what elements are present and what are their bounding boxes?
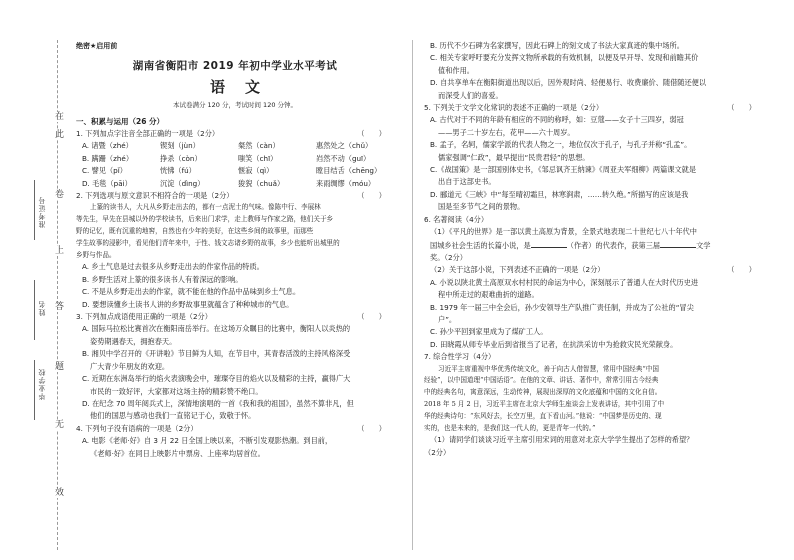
- option-line: A. 乡土气息是过去很多从乡野走出去的作家作品的特质。: [82, 262, 264, 272]
- option-line: C. 孙少平回到家里成为了煤矿工人。: [430, 327, 548, 337]
- question-4: [76, 423, 394, 435]
- option-line: B. 孟子，名轲，儒家学派的代表人物之一，地位仅次于孔子，与孔子并称“孔孟”。: [430, 140, 692, 150]
- exam-note: 本试卷满分 120 分，考试时间 120 分钟。: [172, 101, 298, 110]
- subject-title: 语文: [209, 77, 280, 96]
- passage-line: 经验”，以中国道理“中国话语”。在他的文章、讲话、著作中，常常引用古今经典: [424, 376, 659, 385]
- option-cell: 粲然（càn）: [238, 141, 280, 151]
- passage-line: 习近平主席重视中华优秀传统文化，善于向古人借智慧，常用中国经典“中国: [438, 364, 659, 373]
- answer-parenthesis[interactable]: （ ）: [727, 103, 756, 113]
- answer-parenthesis[interactable]: （ ）: [357, 312, 386, 322]
- option-line: B. 1979 年一届三中全会后，孙少安领导生产队推广责任制，并成为了公社的“冒尖: [430, 302, 694, 312]
- option-cell: B. 蹒跚（zhé）: [82, 153, 134, 163]
- option-line: 姿势期遇春天，拥抱春天。: [90, 336, 177, 346]
- q6-part1-end: 奖。（2分）: [430, 252, 467, 262]
- option-line: C.《战国策》是一部国别体史书，《邹忌讽齐王纳谏》《周亚夫军细柳》两篇课文就是: [430, 165, 697, 175]
- option-cell: 瞠目结舌（chēng）: [316, 166, 382, 176]
- option-line: 出自于这部史书。: [438, 177, 496, 187]
- option-line: 他们的国思与感动也我们一直铭记于心，致敬于怀。: [90, 411, 256, 421]
- question-stem: 5. 下列关于文学文化常识的表述不正确的一项是（2分）: [424, 103, 604, 113]
- exam-id-label: 准考证号: [38, 196, 46, 228]
- option-line: B. 历代不少石碑为名家撰写，因此石碑上的刻文成了书法大家真迹的集中场所。: [430, 41, 684, 50]
- q1-options: [76, 140, 394, 190]
- option-line: D. 郦道元《三峡》中“每至晴初霜旦，林寒涧肃，……转久绝。”所描写的应该是我: [430, 189, 689, 199]
- q6-part1: （1）《平凡的世界》是一部以黄土高原为背景，全景式地表现二十世纪七八十年代中: [430, 227, 697, 237]
- q7-sub1: （1）请同学们谈谈习近平主席引用宋词的用意对北京大学学生提出了怎样的希望？: [430, 435, 694, 445]
- option-cell: 来雨绸缪（móu）: [316, 178, 376, 188]
- school-line[interactable]: [34, 360, 35, 420]
- binding-word: 题: [55, 362, 65, 372]
- option-line: 而深受人们的喜爱。: [438, 90, 503, 100]
- award-blank[interactable]: [660, 239, 696, 248]
- option-line: 广大青少年朋友的欢迎。: [90, 361, 170, 371]
- binding-word: 效: [55, 488, 65, 498]
- passage-line: 乡野与作品。: [76, 250, 116, 259]
- right-column: [424, 40, 764, 459]
- option-line: 国是至多节气之间的景物。: [438, 202, 525, 212]
- question-7: 7. 综合性学习（4分）: [424, 352, 496, 362]
- question-stem: 4. 下列句子没有语病的一项是（2分）: [76, 423, 198, 433]
- option-cell: 锲刻（jùn）: [160, 141, 200, 151]
- column-divider: [412, 40, 413, 550]
- secret-mark: 绝密★启用前: [76, 42, 118, 50]
- q2-passage: [76, 202, 394, 261]
- school-label: 毕业学校: [38, 368, 46, 400]
- passage-line: 学生故事的浸影中，看见他们青年来中，于性、钱文志诸乡野的故事，乡少也能听出城里的: [76, 238, 340, 247]
- name-line[interactable]: [34, 280, 35, 340]
- q6-text: （作者）的代表作，获第三届: [566, 240, 661, 250]
- q6-text: 文学: [696, 240, 711, 250]
- binding-word: 上: [55, 246, 65, 256]
- option-line: 《老师·好》在同日上映影片中票房、上座率均居首位。: [90, 448, 265, 458]
- q7-sub1-score: （2分）: [424, 447, 451, 457]
- option-line: 市民的一致好评，大家都对这场主持的精彩赞不绝口。: [90, 386, 263, 396]
- option-cell: 嗤笑（chī）: [238, 153, 278, 163]
- option-line: D. 要想读懂乡土读书人讲的乡野故事里就蕴含了种种城市的气息。: [82, 299, 294, 309]
- answer-parenthesis[interactable]: （ ）: [357, 129, 386, 139]
- passage-line: 2018 年 5 月 2 日，习近平主席在北京大学师生座谈会上发表讲话，其中引用了中: [424, 399, 665, 408]
- q6-part1-fill: [424, 239, 764, 252]
- option-line: A. 小说以陕北黄土高原双水村村民的命运为中心，深刻展示了普通人在大时代历史进: [430, 277, 699, 287]
- question-stem: 1. 下列加点字注音全部正确的一项是（2分）: [76, 129, 220, 139]
- question-1: [76, 128, 394, 140]
- exam-title: 湖南省衡阳市 2019 年初中学业水平考试: [132, 60, 338, 73]
- option-cell: 岿然不动（guī）: [316, 153, 371, 163]
- answer-parenthesis[interactable]: （ ）: [357, 191, 386, 201]
- passage-line: 等先生，早先在县城以外的学校读书，后来出门求学，走上教师与作家之路，他们关于乡: [76, 215, 334, 224]
- option-line: C. 不是从乡野走出去的作家，就不能在他的作品中品味到乡土气息。: [82, 287, 301, 297]
- binding-word: 无: [55, 420, 65, 430]
- option-cell: 沉淀（dìng）: [160, 178, 205, 188]
- passage-line: 上篆的读书人，大凡从乡野走出去的，都有一点泥土的气味。像陈中行、李展林: [90, 203, 321, 212]
- option-line: D. 田晓霞从师专毕业后到省报当了记者，在抗洪采访中为抢救灾民光荣献身。: [430, 339, 678, 349]
- q6-text: 国城乡社会生活的长篇小说，是: [430, 240, 531, 250]
- question-6: 6. 名著阅读（4分）: [424, 214, 489, 224]
- option-line: D. 在纪念 70 周年阅兵式上，深情地演唱的一首《我和我的祖国》，虽然不算非凡，但: [82, 398, 354, 408]
- option-line: 儒家强调“仁政”，最早提出“民贵君轻”的思想。: [438, 152, 590, 162]
- option-line: C. 相关专家呼吁要充分发挥文物所承载的有效机制，以便及早开导、发现和前瞻其价: [430, 53, 699, 63]
- question-2: [76, 190, 394, 202]
- question-stem: 3. 下列加点成语使用正确的一项是（2分）: [76, 312, 212, 322]
- option-line: ——男子二十岁左右，花甲——六十周岁。: [438, 127, 575, 137]
- binding-word: 在: [55, 112, 65, 122]
- option-line: D. 自共享单车在衡阳街道出现以后，因外观时尚、轻便易行、收费廉价、随借随还便以: [430, 78, 707, 88]
- answer-parenthesis[interactable]: （ ）: [727, 265, 756, 275]
- option-line: 程中所走过的艰难曲折的道路。: [438, 290, 539, 300]
- author-blank[interactable]: [531, 239, 567, 248]
- binding-margin: [0, 0, 70, 560]
- option-line: A. 国际马拉松比赛首次在衡阳南岳举行。在这场万众瞩目的比赛中，衡阳人以炎热的: [82, 324, 351, 334]
- passage-line: 野的记忆，既有沉重的地窖，自然也有少年的美好，在这些乡间的故事里，而那些: [76, 227, 314, 236]
- option-line: C. 近期在东洲岛举行的焰火表演晚会中，璀璨夺目的焰火以及精彩的主持，赢得广大: [82, 374, 351, 384]
- option-line: A. 电影《老师·好》自 3 月 22 日全国上映以来，不断引发观影热潮。到目前，: [82, 436, 333, 446]
- option-cell: 惠然处之（chǔ）: [316, 141, 373, 151]
- left-column: [76, 40, 394, 460]
- q7-passage: [424, 364, 764, 435]
- option-cell: 狻猊（chuǎ）: [238, 178, 285, 188]
- section-heading: 一、积累与运用（26 分）: [76, 116, 165, 126]
- question-3: [76, 311, 394, 323]
- binding-word: 卷: [55, 190, 65, 200]
- option-line: B. 乡野生活对上篆的很多读书人有着深远的影响。: [82, 274, 243, 284]
- name-label: 姓名: [38, 300, 46, 316]
- option-cell: 挣杀（còn）: [160, 153, 202, 163]
- answer-parenthesis[interactable]: （ ）: [357, 423, 386, 433]
- option-line: A. 古代对于不同的年龄有相应的不同的称呼，如：豆蔻——女子十三四岁，弱冠: [430, 115, 684, 125]
- passage-line: 华的经典诗句：“东风好去，长空万里，直下看山河。”他说：“中国梦是历史的、现: [424, 411, 662, 420]
- binding-word: 答: [55, 302, 65, 312]
- q6-part2: [424, 264, 764, 276]
- passage-line: 中的经典名句，寓意深远，生动传神，展现出深厚的文化底蕴和中国的文化自信。: [424, 388, 662, 397]
- option-line: B. 湘贝中学召开的《开讲啦》节目鲜为人知，在节目中，其青春活泼的主持风格深受: [82, 349, 351, 359]
- option-line: 户”。: [438, 314, 457, 324]
- option-cell: C. 譬见（pǐ）: [82, 166, 127, 176]
- question-stem: 2. 下列选项与原文意识不相符合的一项是（2分）: [76, 191, 234, 201]
- option-cell: A. 诸暨（zhé）: [82, 141, 133, 151]
- option-cell: 恍怫（fú）: [160, 166, 196, 176]
- option-cell: 惬寂（qì）: [238, 166, 274, 176]
- option-cell: D. 毛毯（pāi）: [82, 178, 132, 188]
- passage-line: 实的，也是未来的，是我们这一代人的，更是青年一代的。”: [424, 423, 596, 432]
- question-stem: （2）关于这部小说，下列表述不正确的一项是（2分）: [430, 265, 605, 275]
- exam-id-line[interactable]: [34, 180, 35, 240]
- option-line: 值和作用。: [438, 65, 474, 75]
- question-5: [424, 102, 764, 114]
- binding-word: 此: [55, 130, 65, 140]
